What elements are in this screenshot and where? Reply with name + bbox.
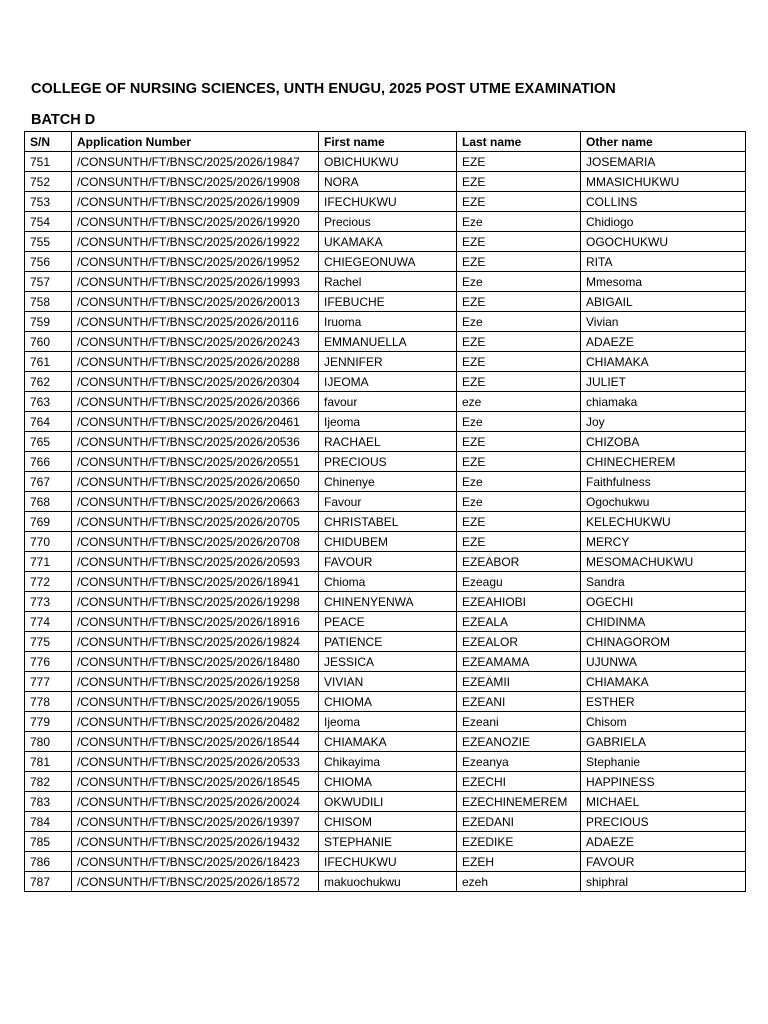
cell-application-number: /CONSUNTH/FT/BNSC/2025/2026/20288 [72,352,319,372]
cell-application-number: /CONSUNTH/FT/BNSC/2025/2026/20024 [72,792,319,812]
cell-first-name: IFEBUCHE [319,292,457,312]
cell-sn: 776 [25,652,72,672]
cell-first-name: Precious [319,212,457,232]
table-row [25,232,746,252]
cell-last-name: EZE [457,192,581,212]
cell-last-name: EZEH [457,852,581,872]
cell-last-name: EZE [457,352,581,372]
cell-first-name: CHIOMA [319,772,457,792]
cell-first-name: Iruoma [319,312,457,332]
cell-first-name: IFECHUKWU [319,852,457,872]
cell-last-name: Eze [457,492,581,512]
table-header [25,132,746,152]
cell-other-name: CHIAMAKA [581,672,746,692]
cell-first-name: Chinenye [319,472,457,492]
table-row [25,632,746,652]
cell-last-name: Eze [457,472,581,492]
cell-sn: 760 [25,332,72,352]
cell-sn: 783 [25,792,72,812]
cell-application-number: /CONSUNTH/FT/BNSC/2025/2026/18480 [72,652,319,672]
cell-first-name: CHIOMA [319,692,457,712]
cell-first-name: IJEOMA [319,372,457,392]
cell-sn: 764 [25,412,72,432]
cell-last-name: EZEDANI [457,812,581,832]
cell-sn: 761 [25,352,72,372]
cell-other-name: CHINECHEREM [581,452,746,472]
cell-sn: 775 [25,632,72,652]
cell-application-number: /CONSUNTH/FT/BNSC/2025/2026/18572 [72,872,319,892]
cell-application-number: /CONSUNTH/FT/BNSC/2025/2026/20593 [72,552,319,572]
header-last-name: Last name [457,132,581,152]
cell-other-name: ABIGAIL [581,292,746,312]
cell-application-number: /CONSUNTH/FT/BNSC/2025/2026/19920 [72,212,319,232]
table-row [25,352,746,372]
cell-application-number: /CONSUNTH/FT/BNSC/2025/2026/20482 [72,712,319,732]
header-sn: S/N [25,132,72,152]
cell-application-number: /CONSUNTH/FT/BNSC/2025/2026/18423 [72,852,319,872]
cell-last-name: Eze [457,212,581,232]
cell-application-number: /CONSUNTH/FT/BNSC/2025/2026/20705 [72,512,319,532]
table-row [25,692,746,712]
cell-sn: 777 [25,672,72,692]
cell-sn: 763 [25,392,72,412]
table-row [25,592,746,612]
cell-sn: 784 [25,812,72,832]
cell-last-name: Ezeanya [457,752,581,772]
cell-last-name: ezeh [457,872,581,892]
cell-first-name: Chikayima [319,752,457,772]
batch-label: BATCH D [31,112,96,128]
table-row [25,672,746,692]
cell-last-name: EZE [457,152,581,172]
cell-first-name: IFECHUKWU [319,192,457,212]
table-row [25,872,746,892]
cell-other-name: COLLINS [581,192,746,212]
cell-application-number: /CONSUNTH/FT/BNSC/2025/2026/19922 [72,232,319,252]
cell-sn: 757 [25,272,72,292]
cell-sn: 758 [25,292,72,312]
table-row [25,272,746,292]
cell-sn: 770 [25,532,72,552]
table-row [25,512,746,532]
cell-application-number: /CONSUNTH/FT/BNSC/2025/2026/19258 [72,672,319,692]
cell-application-number: /CONSUNTH/FT/BNSC/2025/2026/20650 [72,472,319,492]
cell-last-name: Eze [457,312,581,332]
cell-first-name: PRECIOUS [319,452,457,472]
cell-first-name: CHINENYENWA [319,592,457,612]
cell-first-name: CHIAMAKA [319,732,457,752]
table-row [25,372,746,392]
cell-last-name: EZE [457,332,581,352]
cell-sn: 766 [25,452,72,472]
cell-other-name: Stephanie [581,752,746,772]
cell-other-name: ADAEZE [581,832,746,852]
cell-application-number: /CONSUNTH/FT/BNSC/2025/2026/20366 [72,392,319,412]
cell-other-name: Mmesoma [581,272,746,292]
cell-sn: 755 [25,232,72,252]
cell-last-name: EZEANOZIE [457,732,581,752]
table-row [25,752,746,772]
cell-last-name: EZE [457,372,581,392]
table-row [25,732,746,752]
cell-first-name: OBICHUKWU [319,152,457,172]
cell-first-name: OKWUDILI [319,792,457,812]
cell-sn: 779 [25,712,72,732]
cell-other-name: JOSEMARIA [581,152,746,172]
table-row [25,812,746,832]
cell-sn: 771 [25,552,72,572]
table-body [25,152,746,892]
cell-last-name: EZEABOR [457,552,581,572]
table-row [25,192,746,212]
cell-first-name: Ijeoma [319,712,457,732]
cell-other-name: Ogochukwu [581,492,746,512]
cell-last-name: EZEALOR [457,632,581,652]
cell-sn: 772 [25,572,72,592]
cell-other-name: Faithfulness [581,472,746,492]
cell-other-name: JULIET [581,372,746,392]
cell-other-name: MERCY [581,532,746,552]
header-row [25,132,746,152]
cell-first-name: RACHAEL [319,432,457,452]
cell-last-name: EZEDIKE [457,832,581,852]
cell-last-name: Eze [457,412,581,432]
table-row [25,312,746,332]
cell-first-name: CHISOM [319,812,457,832]
cell-application-number: /CONSUNTH/FT/BNSC/2025/2026/19432 [72,832,319,852]
cell-last-name: EZE [457,532,581,552]
cell-other-name: Joy [581,412,746,432]
cell-sn: 768 [25,492,72,512]
table-row [25,452,746,472]
cell-first-name: UKAMAKA [319,232,457,252]
cell-sn: 759 [25,312,72,332]
table-row [25,432,746,452]
table-row [25,252,746,272]
cell-application-number: /CONSUNTH/FT/BNSC/2025/2026/18941 [72,572,319,592]
cell-first-name: favour [319,392,457,412]
cell-first-name: EMMANUELLA [319,332,457,352]
cell-sn: 787 [25,872,72,892]
table-row [25,532,746,552]
cell-sn: 752 [25,172,72,192]
cell-first-name: FAVOUR [319,552,457,572]
cell-other-name: OGOCHUKWU [581,232,746,252]
cell-other-name: Vivian [581,312,746,332]
cell-last-name: EZEALA [457,612,581,632]
cell-application-number: /CONSUNTH/FT/BNSC/2025/2026/19909 [72,192,319,212]
cell-sn: 753 [25,192,72,212]
cell-last-name: eze [457,392,581,412]
table-row [25,712,746,732]
cell-application-number: /CONSUNTH/FT/BNSC/2025/2026/19397 [72,812,319,832]
cell-other-name: FAVOUR [581,852,746,872]
cell-first-name: Chioma [319,572,457,592]
cell-first-name: CHIEGEONUWA [319,252,457,272]
table-row [25,412,746,432]
cell-last-name: EZE [457,512,581,532]
cell-application-number: /CONSUNTH/FT/BNSC/2025/2026/19055 [72,692,319,712]
cell-sn: 769 [25,512,72,532]
cell-other-name: shiphral [581,872,746,892]
table-row [25,792,746,812]
table-row [25,152,746,172]
cell-last-name: EZEANI [457,692,581,712]
cell-other-name: CHIAMAKA [581,352,746,372]
cell-last-name: EZE [457,232,581,252]
cell-other-name: UJUNWA [581,652,746,672]
table-row [25,852,746,872]
table-row [25,212,746,232]
cell-other-name: CHIZOBA [581,432,746,452]
cell-first-name: PATIENCE [319,632,457,652]
cell-last-name: Eze [457,272,581,292]
cell-other-name: OGECHI [581,592,746,612]
cell-sn: 767 [25,472,72,492]
cell-application-number: /CONSUNTH/FT/BNSC/2025/2026/20533 [72,752,319,772]
cell-first-name: NORA [319,172,457,192]
cell-sn: 781 [25,752,72,772]
roster-table [24,131,746,892]
cell-application-number: /CONSUNTH/FT/BNSC/2025/2026/20708 [72,532,319,552]
cell-application-number: /CONSUNTH/FT/BNSC/2025/2026/19847 [72,152,319,172]
header-application-number: Application Number [72,132,319,152]
cell-first-name: Rachel [319,272,457,292]
cell-first-name: CHRISTABEL [319,512,457,532]
cell-first-name: CHIDUBEM [319,532,457,552]
cell-last-name: EZE [457,292,581,312]
cell-application-number: /CONSUNTH/FT/BNSC/2025/2026/20536 [72,432,319,452]
cell-sn: 786 [25,852,72,872]
table-row [25,552,746,572]
cell-last-name: EZE [457,172,581,192]
cell-sn: 754 [25,212,72,232]
table-row [25,612,746,632]
table-row [25,572,746,592]
cell-other-name: HAPPINESS [581,772,746,792]
cell-application-number: /CONSUNTH/FT/BNSC/2025/2026/19952 [72,252,319,272]
header-first-name: First name [319,132,457,152]
cell-application-number: /CONSUNTH/FT/BNSC/2025/2026/20304 [72,372,319,392]
cell-sn: 785 [25,832,72,852]
cell-application-number: /CONSUNTH/FT/BNSC/2025/2026/19908 [72,172,319,192]
cell-application-number: /CONSUNTH/FT/BNSC/2025/2026/19824 [72,632,319,652]
cell-first-name: Favour [319,492,457,512]
cell-other-name: chiamaka [581,392,746,412]
cell-application-number: /CONSUNTH/FT/BNSC/2025/2026/18544 [72,732,319,752]
cell-sn: 756 [25,252,72,272]
cell-first-name: JENNIFER [319,352,457,372]
cell-first-name: JESSICA [319,652,457,672]
cell-other-name: Chidiogo [581,212,746,232]
cell-sn: 765 [25,432,72,452]
cell-last-name: EZECHI [457,772,581,792]
cell-first-name: Ijeoma [319,412,457,432]
cell-sn: 762 [25,372,72,392]
cell-other-name: GABRIELA [581,732,746,752]
cell-application-number: /CONSUNTH/FT/BNSC/2025/2026/18545 [72,772,319,792]
cell-other-name: Chisom [581,712,746,732]
cell-last-name: EZE [457,252,581,272]
cell-application-number: /CONSUNTH/FT/BNSC/2025/2026/20551 [72,452,319,472]
cell-application-number: /CONSUNTH/FT/BNSC/2025/2026/19298 [72,592,319,612]
cell-last-name: EZEAMAMA [457,652,581,672]
cell-other-name: MESOMACHUKWU [581,552,746,572]
cell-application-number: /CONSUNTH/FT/BNSC/2025/2026/20461 [72,412,319,432]
cell-other-name: ESTHER [581,692,746,712]
cell-sn: 751 [25,152,72,172]
cell-first-name: makuochukwu [319,872,457,892]
cell-application-number: /CONSUNTH/FT/BNSC/2025/2026/20013 [72,292,319,312]
cell-other-name: Sandra [581,572,746,592]
cell-first-name: PEACE [319,612,457,632]
table-row [25,172,746,192]
cell-first-name: STEPHANIE [319,832,457,852]
cell-last-name: Ezeagu [457,572,581,592]
cell-sn: 780 [25,732,72,752]
cell-other-name: CHIDINMA [581,612,746,632]
header-other-name: Other name [581,132,746,152]
cell-sn: 773 [25,592,72,612]
cell-last-name: EZE [457,452,581,472]
table-row [25,472,746,492]
table-row [25,772,746,792]
cell-last-name: EZEAHIOBI [457,592,581,612]
table-row [25,392,746,412]
cell-last-name: EZE [457,432,581,452]
table-row [25,492,746,512]
cell-last-name: EZEAMII [457,672,581,692]
cell-application-number: /CONSUNTH/FT/BNSC/2025/2026/20243 [72,332,319,352]
table-row [25,652,746,672]
cell-other-name: RITA [581,252,746,272]
cell-last-name: EZECHINEMEREM [457,792,581,812]
cell-first-name: VIVIAN [319,672,457,692]
page-title: COLLEGE OF NURSING SCIENCES, UNTH ENUGU, 2025 POST UTME EXAMINATION [31,81,616,97]
cell-application-number: /CONSUNTH/FT/BNSC/2025/2026/18916 [72,612,319,632]
cell-other-name: PRECIOUS [581,812,746,832]
cell-other-name: KELECHUKWU [581,512,746,532]
cell-other-name: MMASICHUKWU [581,172,746,192]
table-row [25,292,746,312]
cell-other-name: CHINAGOROM [581,632,746,652]
cell-sn: 782 [25,772,72,792]
cell-other-name: MICHAEL [581,792,746,812]
cell-sn: 774 [25,612,72,632]
cell-application-number: /CONSUNTH/FT/BNSC/2025/2026/19993 [72,272,319,292]
cell-sn: 778 [25,692,72,712]
cell-other-name: ADAEZE [581,332,746,352]
cell-last-name: Ezeani [457,712,581,732]
cell-application-number: /CONSUNTH/FT/BNSC/2025/2026/20663 [72,492,319,512]
cell-application-number: /CONSUNTH/FT/BNSC/2025/2026/20116 [72,312,319,332]
table-row [25,832,746,852]
table-row [25,332,746,352]
